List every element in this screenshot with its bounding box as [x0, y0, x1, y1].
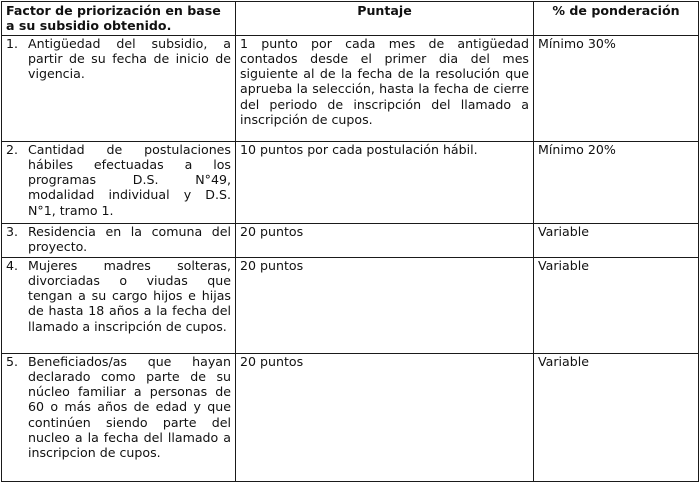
table-row [2, 353, 699, 481]
factor-text: Cantidad de postulaciones hábiles efectuadas a los programas D.S. N°49, modalidad individual y D.S. N°1, tramo 1. [28, 141, 231, 218]
factor-text: Residencia en la comuna del proyecto. [28, 223, 231, 254]
weight-cell: Variable [534, 257, 699, 353]
priority-factors-table [1, 1, 699, 482]
header-factor: Factor de priorización en base a su subsidio obtenido. [2, 2, 236, 36]
factor-cell [2, 223, 236, 257]
weight-cell: Variable [534, 223, 699, 257]
table-row [2, 223, 699, 257]
score-cell [236, 141, 534, 223]
factor-number: 4. [6, 257, 19, 273]
factor-cell [2, 141, 236, 223]
score-text: 20 puntos [240, 223, 304, 239]
factor-cell [2, 353, 236, 481]
score-cell [236, 353, 534, 481]
factor-number: 3. [6, 223, 19, 239]
table-row [2, 257, 699, 353]
weight-cell: Mínimo 20% [534, 141, 699, 223]
score-cell [236, 257, 534, 353]
table-row [2, 141, 699, 223]
table-header-row [2, 2, 699, 36]
factor-text: Mujeres madres solteras, divorciadas o viudas que tengan a su cargo hijos e hijas de hasta 18 años a la fecha del llamado a inscripción de cupos. [28, 257, 231, 334]
score-text: 20 puntos [240, 353, 304, 369]
factor-text: Beneficiados/as que hayan declarado como parte de su núcleo familiar a personas de 60 o más años de edad y que continúen siendo parte del nucleo a la fecha del llamado a inscripcion de cupos. [28, 353, 231, 461]
score-text: 10 puntos por cada postulación hábil. [240, 141, 478, 157]
table-row [2, 35, 699, 141]
header-score: Puntaje [236, 2, 534, 36]
score-text: 1 punto por cada mes de antigüedad contados desde el primer dia del mes siguiente al de la fecha de la resolución que aprueba la selección, hasta la fecha de cierre del periodo de inscripción del llamado a inscripción de cupos. [240, 35, 529, 128]
score-cell [236, 35, 534, 141]
score-text: 20 puntos [240, 257, 304, 273]
header-weight: % de ponderación [534, 2, 699, 36]
score-cell [236, 223, 534, 257]
factor-cell [2, 257, 236, 353]
factor-number: 2. [6, 141, 19, 157]
factor-number: 1. [6, 35, 19, 51]
factor-number: 5. [6, 353, 19, 369]
weight-cell: Mínimo 30% [534, 35, 699, 141]
factor-text: Antigüedad del subsidio, a partir de su fecha de inicio de vigencia. [28, 35, 231, 82]
weight-cell: Variable [534, 353, 699, 481]
factor-cell [2, 35, 236, 141]
